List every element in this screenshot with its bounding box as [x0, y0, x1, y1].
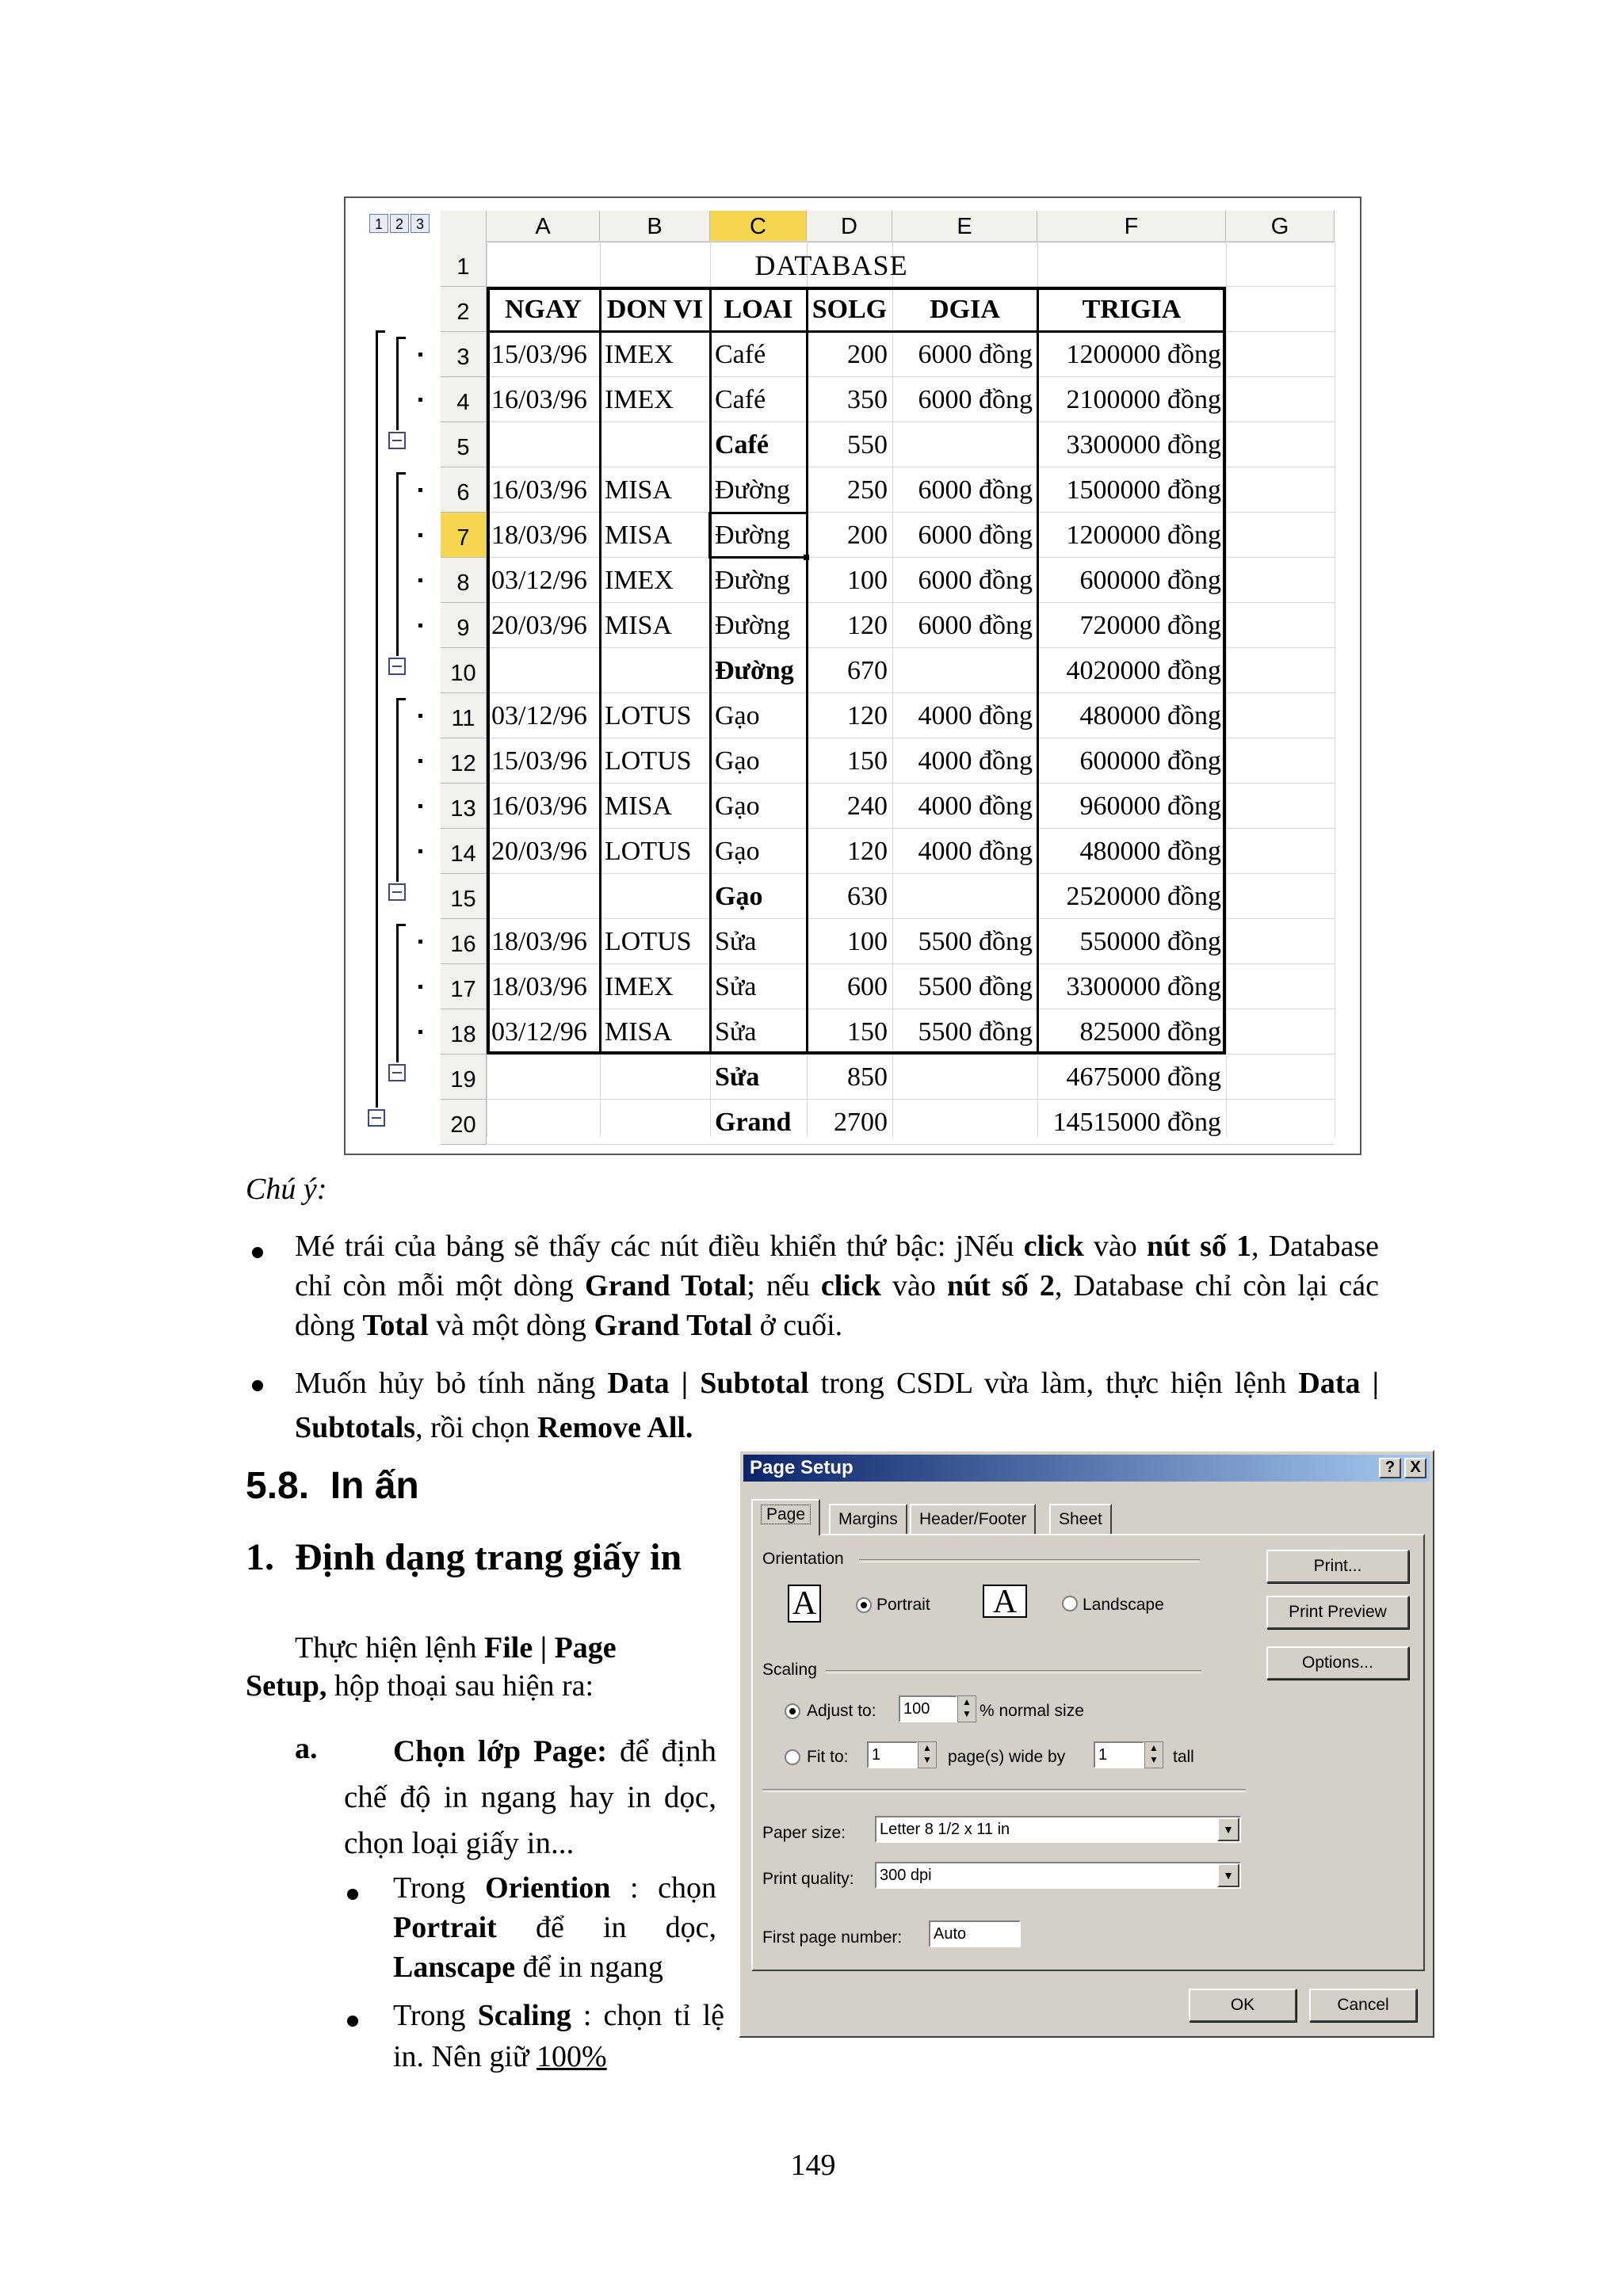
orientation-bullet: Trong Oriention : chọn Portrait để in dọc, Lanscape để in ngang	[393, 1871, 716, 1984]
database-title: DATABASE	[754, 250, 908, 281]
column-header-f[interactable]: F	[1037, 211, 1226, 242]
row-header-2[interactable]: 2	[441, 287, 487, 332]
table-cell[interactable]: 03/12/96	[491, 1017, 587, 1047]
outline-bar	[396, 924, 399, 1062]
row-header-8[interactable]: 8	[441, 558, 487, 603]
table-cell[interactable]: MISA	[605, 1017, 673, 1047]
outline-level-1-button[interactable]: 1	[369, 214, 388, 233]
pages-wide-label: page(s) wide by	[948, 1748, 1066, 1766]
fit-tall-spinner[interactable]: ▲ ▼	[1144, 1741, 1163, 1768]
fit-tall-input[interactable]: 1	[1094, 1741, 1144, 1768]
table-cell[interactable]	[600, 422, 710, 467]
row-header-6[interactable]: 6	[441, 467, 487, 513]
outline-detail-dot	[418, 488, 422, 492]
outline-detail-dot	[418, 533, 422, 537]
table-cell[interactable]: Gạo	[715, 837, 760, 866]
outline-bar	[396, 472, 406, 475]
table-cell[interactable]: Sửa	[715, 972, 757, 1001]
print-preview-button[interactable]: Print Preview	[1266, 1596, 1409, 1629]
table-header-cell: DON VI	[606, 295, 704, 324]
table-cell[interactable]: 480000 đồng	[1079, 701, 1221, 730]
table-cell[interactable]: 600	[847, 972, 888, 1001]
outline-detail-dot	[418, 804, 422, 808]
table-cell[interactable]: 6000 đồng	[918, 475, 1033, 505]
table-cell[interactable]: 2520000 đồng	[1066, 882, 1221, 911]
table-border	[487, 330, 1226, 333]
table-cell[interactable]: 4675000 đồng	[1066, 1062, 1221, 1092]
table-cell[interactable]	[892, 648, 1037, 693]
tab-sheet[interactable]: Sheet	[1049, 1504, 1112, 1534]
outline-bar	[376, 330, 378, 1108]
table-cell[interactable]	[600, 648, 710, 693]
row-header-17[interactable]: 17	[441, 964, 487, 1009]
table-cell[interactable]: Gạo	[715, 701, 760, 730]
table-cell[interactable]: 5500 đồng	[918, 972, 1033, 1001]
table-header-cell: SOLG	[812, 295, 888, 324]
table-cell[interactable]	[600, 1055, 710, 1100]
table-cell[interactable]: 3300000 đồng	[1066, 972, 1221, 1001]
column-header-c[interactable]: C	[710, 211, 807, 242]
table-cell[interactable]	[487, 422, 600, 467]
table-cell[interactable]: MISA	[605, 521, 673, 550]
table-cell[interactable]: 200	[847, 340, 888, 369]
table-cell[interactable]: 4020000 đồng	[1066, 656, 1221, 685]
dialog-titlebar[interactable]	[743, 1455, 1430, 1482]
outline-bar	[376, 330, 385, 333]
table-cell[interactable]: 150	[847, 746, 888, 776]
table-cell[interactable]: 18/03/96	[491, 927, 587, 956]
row-header-13[interactable]: 13	[441, 784, 487, 829]
group-divider	[826, 1670, 1201, 1673]
table-cell[interactable]: MISA	[605, 475, 673, 505]
outline-detail-dot	[418, 353, 422, 357]
orientation-group-label: Orientation	[762, 1550, 844, 1568]
table-cell[interactable]	[487, 648, 600, 693]
fit-to-radio[interactable]	[785, 1749, 800, 1765]
note-bullet-2: Muốn hủy bỏ tính năng Data | Subtotal trong CSDL vừa làm, thực hiện lệnh Data | Subtotals, rồi chọn Remove All.	[295, 1367, 1379, 1444]
table-cell[interactable]: Đường	[715, 475, 790, 505]
row-header-14[interactable]: 14	[441, 829, 487, 874]
table-cell[interactable]	[487, 1055, 600, 1100]
bullet-icon	[347, 2016, 358, 2027]
bullet-icon	[252, 1380, 263, 1391]
note-bullet-1: Mé trái của bảng sẽ thấy các nút điều khiển thứ bậc: jNếu click vào nút số 1, Database chỉ còn mỗi một dòng Grand Total; nếu click vào nút số 2, Database chỉ còn lại các dòng Total và một dòng Grand Total ở cuối.	[295, 1230, 1379, 1342]
page-number: 149	[790, 2149, 836, 2182]
tab-margins[interactable]: Margins	[829, 1504, 907, 1534]
table-cell[interactable]: Sửa	[715, 1017, 757, 1047]
table-cell[interactable]	[600, 1100, 710, 1145]
outline-bar	[396, 924, 406, 926]
outline-detail-dot	[418, 398, 422, 402]
table-cell[interactable]: 120	[847, 611, 888, 640]
table-cell[interactable]: 20/03/96	[491, 837, 587, 866]
table-cell[interactable]: 03/12/96	[491, 701, 587, 730]
outline-detail-dot	[418, 940, 422, 944]
paper-size-label: Paper size:	[762, 1824, 846, 1842]
table-cell[interactable]: 6000 đồng	[918, 385, 1033, 414]
table-cell[interactable]: LOTUS	[605, 837, 692, 866]
outline-bar	[396, 337, 406, 339]
outline-bar	[396, 337, 399, 430]
table-cell[interactable]: LOTUS	[605, 927, 692, 956]
table-header-cell: TRIGIA	[1082, 295, 1182, 324]
table-cell[interactable]: IMEX	[605, 566, 674, 595]
table-cell[interactable]: 16/03/96	[491, 791, 587, 821]
spreadsheet-figure	[344, 196, 1361, 1155]
table-cell[interactable]: 600000 đồng	[1079, 566, 1221, 595]
intro-paragraph: Thực hiện lệnh File | Page Setup, hộp thoại sau hiện ra:	[246, 1631, 617, 1703]
table-cell[interactable]: MISA	[605, 791, 673, 821]
table-cell[interactable]: 200	[847, 521, 888, 550]
landscape-radio[interactable]	[1062, 1596, 1078, 1611]
table-cell[interactable]: Gạo	[715, 882, 763, 911]
table-cell[interactable]: 2100000 đồng	[1066, 385, 1221, 414]
table-cell[interactable]: Đường	[715, 656, 794, 685]
row-header-10[interactable]: 10	[441, 648, 487, 693]
print-button[interactable]: Print...	[1266, 1550, 1409, 1583]
table-cell[interactable]: 6000 đồng	[918, 611, 1033, 640]
table-cell[interactable]	[892, 1055, 1037, 1100]
table-cell[interactable]: 150	[847, 1017, 888, 1047]
table-cell[interactable]: 03/12/96	[491, 566, 587, 595]
item-a-text: Chọn lớp Page: để định chế độ in ngang hay in dọc, chọn loại giấy in...	[344, 1734, 716, 1860]
table-cell[interactable]: 15/03/96	[491, 746, 587, 776]
tab-header-footer[interactable]: Header/Footer	[910, 1504, 1036, 1534]
page-setup-dialog	[739, 1450, 1434, 2038]
print-quality-select[interactable]: 300 dpi	[875, 1862, 1241, 1889]
table-cell[interactable]: 100	[847, 927, 888, 956]
table-cell[interactable]: 120	[847, 701, 888, 730]
table-cell[interactable]	[892, 422, 1037, 467]
adjust-to-label[interactable]: Adjust to:	[807, 1702, 876, 1720]
fit-wide-spinner[interactable]: ▲ ▼	[918, 1741, 937, 1768]
table-cell[interactable]: 6000 đồng	[918, 521, 1033, 550]
table-cell[interactable]: Gạo	[715, 791, 760, 821]
first-page-number-label: First page number:	[762, 1928, 903, 1947]
table-cell[interactable]: 14515000 đồng	[1052, 1108, 1221, 1137]
dialog-title: Page Setup	[750, 1457, 854, 1478]
row-header-16[interactable]: 16	[441, 919, 487, 964]
table-cell[interactable]: 3300000 đồng	[1066, 430, 1221, 460]
table-cell[interactable]: 6000 đồng	[918, 566, 1033, 595]
table-cell[interactable]: 960000 đồng	[1079, 791, 1221, 821]
table-cell[interactable]: LOTUS	[605, 746, 692, 776]
table-header-cell: LOAI	[724, 295, 793, 324]
landscape-icon: A	[983, 1585, 1027, 1618]
row-header-1[interactable]: 1	[441, 242, 487, 287]
table-header-cell: DGIA	[930, 295, 1000, 324]
first-page-number-input[interactable]: Auto	[929, 1920, 1021, 1947]
collapse-group-button[interactable]	[388, 1064, 406, 1081]
table-cell[interactable]: 6000 đồng	[918, 340, 1033, 369]
adjust-to-spinner[interactable]: ▲ ▼	[957, 1695, 976, 1722]
fit-to-label[interactable]: Fit to:	[807, 1748, 849, 1766]
chevron-down-icon[interactable]: ▼	[1217, 1817, 1239, 1841]
outline-detail-dot	[418, 578, 422, 582]
print-quality-label: Print quality:	[762, 1870, 854, 1888]
scaling-group-label: Scaling	[762, 1661, 817, 1679]
table-cell[interactable]: 670	[847, 656, 888, 685]
portrait-label[interactable]: Portrait	[876, 1596, 930, 1614]
outline-level-2-button[interactable]: 2	[390, 214, 409, 233]
row-header-3[interactable]: 3	[441, 332, 487, 377]
row-header-5[interactable]: 5	[441, 422, 487, 467]
subsection-title: Định dạng trang giấy in	[295, 1536, 682, 1578]
table-cell[interactable]: Đường	[715, 611, 790, 640]
tall-label: tall	[1173, 1748, 1194, 1766]
chevron-down-icon[interactable]: ▼	[1217, 1863, 1239, 1887]
bullet-icon	[347, 1889, 358, 1900]
table-cell[interactable]: 1200000 đồng	[1066, 340, 1221, 369]
table-header-cell: NGAY	[505, 295, 582, 324]
table-cell[interactable]: 18/03/96	[491, 521, 587, 550]
note-label: Chú ý:	[246, 1173, 327, 1206]
table-cell[interactable]	[892, 874, 1037, 919]
table-cell[interactable]: 630	[847, 882, 888, 911]
outline-detail-dot	[418, 714, 422, 718]
section-heading: 5.8. In ấn	[246, 1465, 419, 1507]
tab-page[interactable]: Page	[751, 1499, 820, 1535]
subsection-number: 1.	[246, 1536, 274, 1578]
table-cell[interactable]: 120	[847, 837, 888, 866]
table-cell[interactable]: 240	[847, 791, 888, 821]
collapse-group-button[interactable]	[368, 1109, 385, 1127]
table-cell[interactable]: 15/03/96	[491, 340, 587, 369]
table-cell[interactable]: Sửa	[715, 927, 757, 956]
row-header-12[interactable]: 12	[441, 738, 487, 784]
table-cell[interactable]: 100	[847, 566, 888, 595]
fit-wide-input[interactable]: 1	[867, 1741, 918, 1768]
ok-button[interactable]: OK	[1189, 1989, 1296, 2022]
select-all-corner[interactable]	[441, 211, 487, 242]
table-cell[interactable]: IMEX	[605, 385, 674, 414]
table-cell[interactable]	[487, 1100, 600, 1145]
collapse-group-button[interactable]	[388, 432, 406, 449]
table-cell[interactable]: MISA	[605, 611, 673, 640]
table-cell[interactable]: 550	[847, 430, 888, 460]
table-cell[interactable]: Đường	[715, 521, 790, 550]
table-cell[interactable]: Café	[715, 340, 766, 369]
row-header-4[interactable]: 4	[441, 377, 487, 422]
item-a-label: a.	[295, 1732, 318, 1765]
table-cell[interactable]: Sửa	[715, 1062, 760, 1092]
table-cell[interactable]: 18/03/96	[491, 972, 587, 1001]
column-header-d[interactable]: D	[807, 211, 892, 242]
adjust-to-input[interactable]: 100	[899, 1695, 957, 1722]
table-cell[interactable]: Café	[715, 385, 766, 414]
normal-size-label: % normal size	[980, 1702, 1084, 1720]
help-icon[interactable]: ?	[1379, 1458, 1401, 1478]
paper-size-select[interactable]: Letter 8 1/2 x 11 in	[875, 1816, 1241, 1843]
table-cell[interactable]: 250	[847, 475, 888, 505]
portrait-radio[interactable]	[856, 1597, 872, 1613]
table-cell[interactable]: 5500 đồng	[918, 1017, 1033, 1047]
table-cell[interactable]: Đường	[715, 566, 790, 595]
row-header-19[interactable]: 19	[441, 1055, 487, 1100]
table-cell[interactable]: 2700	[834, 1108, 888, 1137]
table-cell[interactable]: 5500 đồng	[918, 927, 1033, 956]
table-cell[interactable]: Grand	[715, 1108, 792, 1137]
row-header-7[interactable]: 7	[441, 513, 487, 558]
bullet-icon	[252, 1247, 263, 1258]
table-cell[interactable]: 600000 đồng	[1079, 746, 1221, 776]
table-cell[interactable]	[892, 1100, 1037, 1145]
table-cell[interactable]: 480000 đồng	[1079, 837, 1221, 866]
table-cell[interactable]: 16/03/96	[491, 475, 587, 505]
column-header-b[interactable]: B	[600, 211, 710, 242]
table-cell[interactable]: 16/03/96	[491, 385, 587, 414]
group-divider	[859, 1559, 1200, 1562]
table-border	[599, 287, 601, 1055]
table-cell[interactable]: 550000 đồng	[1079, 927, 1221, 956]
table-border	[806, 287, 808, 1055]
options-button[interactable]: Options...	[1266, 1646, 1409, 1680]
outline-level-3-button[interactable]: 3	[411, 214, 430, 233]
divider	[762, 1789, 1246, 1792]
outline-detail-dot	[418, 849, 422, 853]
table-cell[interactable]: 850	[847, 1062, 888, 1092]
table-cell[interactable]: 4000 đồng	[918, 746, 1033, 776]
outline-bar	[396, 698, 399, 882]
table-cell[interactable]: 1200000 đồng	[1066, 521, 1221, 550]
table-border	[709, 287, 712, 1055]
row-header-20[interactable]: 20	[441, 1100, 487, 1145]
collapse-group-button[interactable]	[388, 883, 406, 901]
table-cell[interactable]: IMEX	[605, 340, 674, 369]
row-header-11[interactable]: 11	[441, 693, 487, 738]
table-cell[interactable]: 4000 đồng	[918, 837, 1033, 866]
table-cell[interactable]: 825000 đồng	[1079, 1017, 1221, 1047]
table-cell[interactable]: 4000 đồng	[918, 791, 1033, 821]
landscape-label[interactable]: Landscape	[1083, 1596, 1164, 1614]
table-cell[interactable]: LOTUS	[605, 701, 692, 730]
adjust-to-radio[interactable]	[785, 1703, 800, 1719]
close-icon[interactable]: X	[1404, 1458, 1426, 1478]
table-border	[1037, 287, 1039, 1055]
table-cell[interactable]: 350	[847, 385, 888, 414]
column-header-a[interactable]: A	[487, 211, 600, 242]
row-header-18[interactable]: 18	[441, 1009, 487, 1055]
scaling-bullet: Trong Scaling : chọn tỉ lệ in. Nên giữ 100%	[393, 1999, 725, 2073]
outline-bar	[396, 698, 406, 700]
row-header-9[interactable]: 9	[441, 603, 487, 648]
table-cell[interactable]	[600, 874, 710, 919]
portrait-icon: A	[788, 1585, 821, 1623]
table-cell[interactable]: Café	[715, 430, 769, 460]
column-header-g[interactable]: G	[1226, 211, 1335, 242]
table-cell[interactable]: 1500000 đồng	[1066, 475, 1221, 505]
row-header-15[interactable]: 15	[441, 874, 487, 919]
table-cell[interactable]	[487, 874, 600, 919]
cancel-button[interactable]: Cancel	[1309, 1989, 1417, 2022]
outline-detail-dot	[418, 1030, 422, 1034]
column-header-e[interactable]: E	[892, 211, 1037, 242]
gridline	[1226, 242, 1227, 1137]
table-cell[interactable]: Gạo	[715, 746, 760, 776]
table-cell[interactable]: 20/03/96	[491, 611, 587, 640]
outline-detail-dot	[418, 759, 422, 763]
table-cell[interactable]: 4000 đồng	[918, 701, 1033, 730]
table-cell[interactable]: 720000 đồng	[1079, 611, 1221, 640]
outline-detail-dot	[418, 985, 422, 989]
outline-detail-dot	[418, 624, 422, 627]
fill-handle[interactable]	[804, 555, 809, 560]
outline-bar	[396, 472, 399, 656]
selected-cell-border	[708, 512, 808, 559]
table-cell[interactable]: IMEX	[605, 972, 674, 1001]
collapse-group-button[interactable]	[388, 658, 406, 675]
